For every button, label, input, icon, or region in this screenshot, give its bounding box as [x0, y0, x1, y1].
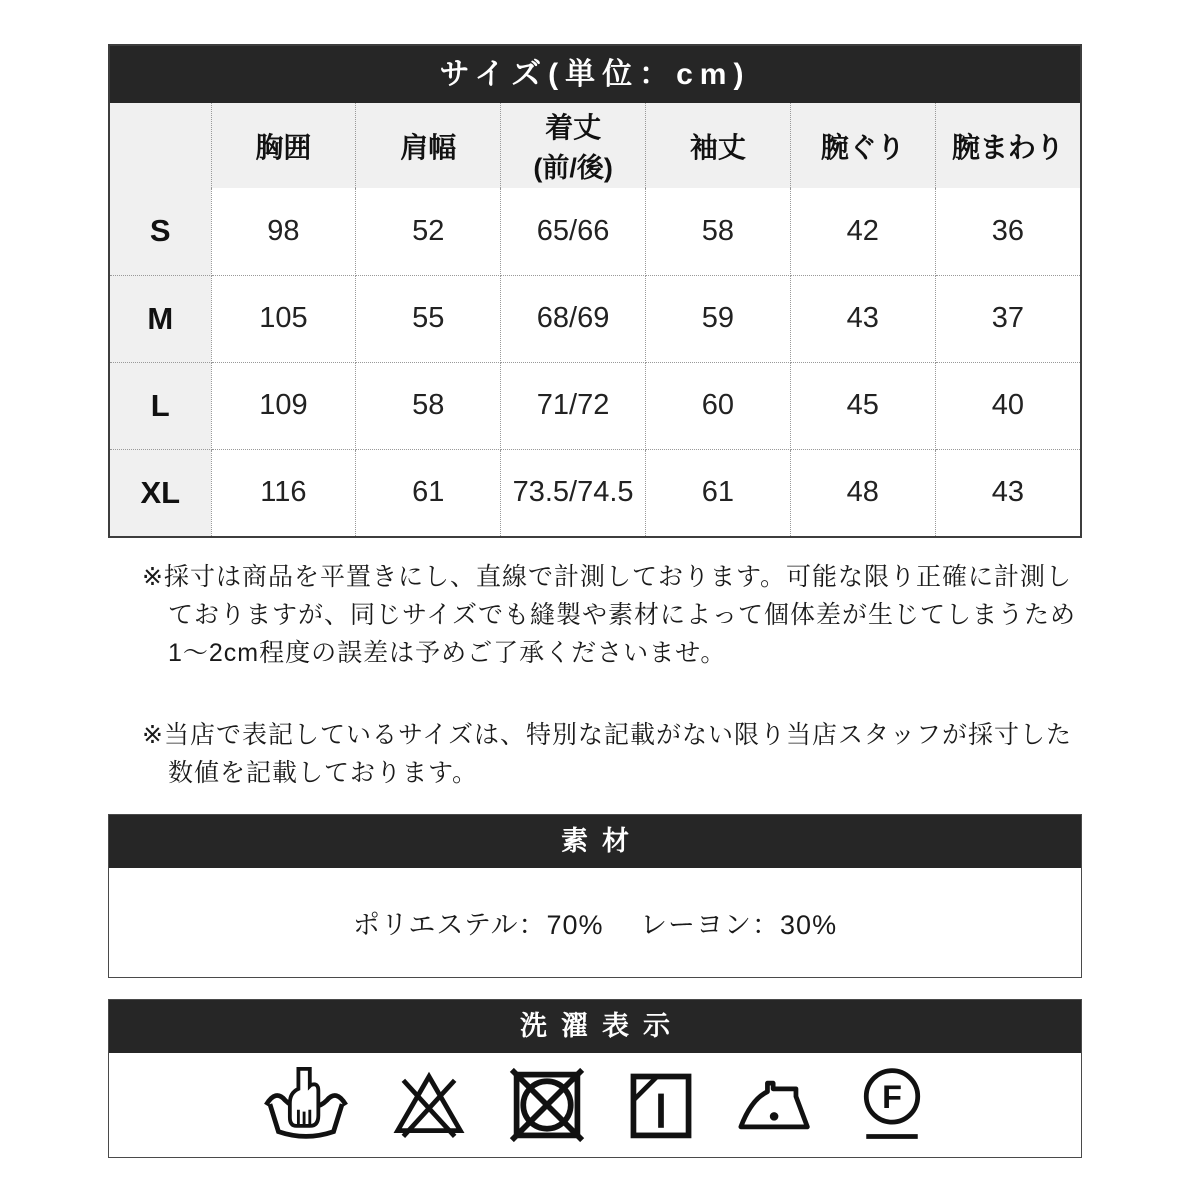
measurement-cell: 61: [645, 449, 790, 536]
note-line: ※採寸は商品を平置きにし、直線で計測しております。可能な限り正確に計測し: [142, 563, 1072, 591]
size-table: [108, 44, 1082, 538]
row-label-s: S: [110, 188, 211, 275]
table-row-s: [110, 188, 1080, 275]
measurement-cell: 58: [645, 188, 790, 275]
size-notation-note: [142, 716, 1082, 792]
material-section: [108, 814, 1082, 978]
measurement-cell: 48: [790, 449, 935, 536]
col-header-shoulder: 肩幅: [356, 103, 501, 188]
measurement-cell: 59: [645, 275, 790, 362]
col-header-armhole: 腕ぐり: [790, 103, 935, 188]
measurement-cell: 109: [211, 362, 356, 449]
laundry-icons-row: [109, 1053, 1081, 1157]
laundry-section: [108, 999, 1082, 1158]
measurement-note: [142, 558, 1082, 672]
measurement-cell: 43: [935, 449, 1080, 536]
note-line: 数値を記載しております。: [168, 759, 479, 787]
measurement-cell: 43: [790, 275, 935, 362]
measurement-cell: 45: [790, 362, 935, 449]
col-header-arm-circumference: 腕まわり: [935, 103, 1080, 188]
col-header-chest: 胸囲: [211, 103, 356, 188]
note-line: 1〜2cm程度の誤差は予めご了承くださいませ。: [168, 639, 727, 667]
hand-wash-icon: [261, 1067, 351, 1143]
measurement-cell: 116: [211, 449, 356, 536]
measurement-cell: 105: [211, 275, 356, 362]
col-header-length-line2: (前/後): [533, 153, 613, 183]
measurement-cell: 68/69: [501, 275, 646, 362]
header-row: [110, 103, 1080, 188]
svg-text:F: F: [882, 1078, 902, 1115]
measurement-cell: 37: [935, 275, 1080, 362]
measurement-cell: 36: [935, 188, 1080, 275]
note-line: ておりますが、同じサイズでも縫製や素材によって個体差が生じてしまうため: [168, 601, 1077, 629]
table-row-xl: [110, 449, 1080, 536]
col-header-sleeve: 袖丈: [645, 103, 790, 188]
row-label-l: L: [110, 362, 211, 449]
table-row-l: [110, 362, 1080, 449]
measurement-cell: 52: [356, 188, 501, 275]
dry-clean-f-gentle-icon: [855, 1064, 929, 1146]
row-label-xl: XL: [110, 449, 211, 536]
note-line: ※当店で表記しているサイズは、特別な記載がない限り当店スタッフが採寸した: [142, 721, 1072, 749]
line-dry-in-shade-icon: [625, 1067, 697, 1143]
size-table-title: サイズ(単位：cm): [110, 46, 1080, 103]
material-composition-text: ポリエステル：70% レーヨン：30%: [352, 910, 838, 940]
iron-low-heat-icon: [735, 1067, 817, 1143]
do-not-tumble-dry-icon: [507, 1067, 587, 1143]
measurement-cell: 55: [356, 275, 501, 362]
do-not-bleach-icon: [389, 1067, 469, 1143]
measurement-cell: 65/66: [501, 188, 646, 275]
measurement-cell: 98: [211, 188, 356, 275]
measurement-cell: 73.5/74.5: [501, 449, 646, 536]
measurement-cell: 42: [790, 188, 935, 275]
measurement-cell: 60: [645, 362, 790, 449]
row-label-m: M: [110, 275, 211, 362]
col-header-length-line1: 着丈: [545, 112, 602, 143]
material-section-header: 素材: [109, 815, 1081, 868]
corner-cell: [110, 103, 211, 188]
measurement-cell: 61: [356, 449, 501, 536]
measurement-cell: 40: [935, 362, 1080, 449]
measurement-cell: 58: [356, 362, 501, 449]
size-grid: [110, 103, 1080, 536]
col-header-length: [501, 103, 646, 188]
laundry-section-header: 洗濯表示: [109, 1000, 1081, 1053]
measurement-cell: 71/72: [501, 362, 646, 449]
table-row-m: [110, 275, 1080, 362]
